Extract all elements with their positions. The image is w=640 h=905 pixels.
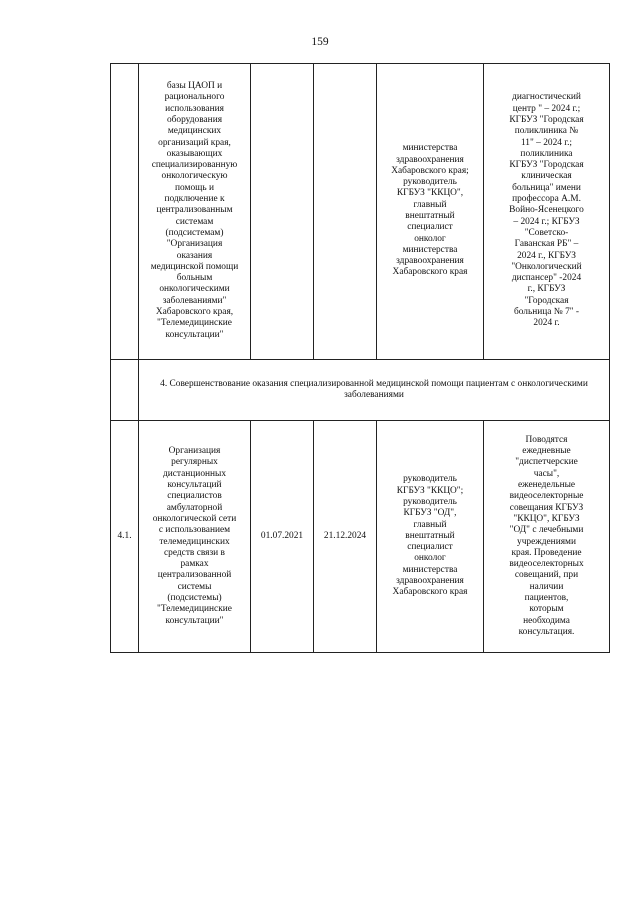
result-text: диагностический центр " – 2024 г.; КГБУЗ "Городская поликлиника № 11" – 2024 г.; поликлиника КГБУЗ "Городская клиническая больница" имени профессора А.М. Войно-Ясенецкого – 2024 г.; КГБУЗ "Советско- Гаванская РБ" – 2024 г., КГБУЗ "Онкологический диспансер" -2024 г., КГБУЗ "Городская больница № 7" - 2024 г. [509,92,584,329]
section-number-cell [111,360,139,421]
cell-start-date [251,64,314,360]
section-row [111,360,610,421]
cell-result [484,64,610,360]
table-row-4-1 [111,421,610,653]
cell-end-date: 21.12.2024 [314,421,377,653]
cell-number [111,64,139,360]
section-title: 4. Совершенствование оказания специализированной медицинской помощи пациентам с онкологическими заболеваниями [139,360,610,421]
cell-responsible [377,64,484,360]
cell-start-date: 01.07.2021 [251,421,314,653]
cell-result [484,421,610,653]
plan-table [110,63,610,653]
cell-event [139,421,251,653]
page-number: 159 [311,36,329,48]
event-text: базы ЦАОП и рационального использования оборудования медицинских организаций края, оказывающих специализированную онкологическую помощь и подключение к централизованным системам (подсистемам) "Организация оказания медицинской помощи больным онкологическими заболеваниями" Хабаровского края, "Телемедицинские консультации" [150,81,239,340]
cell-end-date [314,64,377,360]
cell-event [139,64,251,360]
table-row-continued [111,64,610,360]
responsible-text: руководитель КГБУЗ "ККЦО"; руководитель КГБУЗ "ОД", главный внештатный специалист онколог министерства здравоохранения Хабаровского края [392,474,468,598]
cell-number: 4.1. [111,421,139,653]
event-text: Организация регулярных дистанционных консультаций специалистов амбулаторной онкологической сети с использованием телемедицинских средств связи в рамках централизованной системы (подсистемы) "Телемедицинские консультации" [152,446,237,626]
result-text: Поводятся ежедневные "диспетчерские часы", еженедельные видеоселекторные совещания КГБУЗ "ККЦО", КГБУЗ "ОД" с лечебными учреждениями края. Проведение видеоселекторных совещаний, при наличии пациентов, которым необходима консультация. [509,434,584,637]
cell-responsible [377,421,484,653]
responsible-text: министерства здравоохранения Хабаровского края; руководитель КГБУЗ "ККЦО", главный внештатный специалист онколог министерства здравоохранения Хабаровского края [391,143,469,278]
